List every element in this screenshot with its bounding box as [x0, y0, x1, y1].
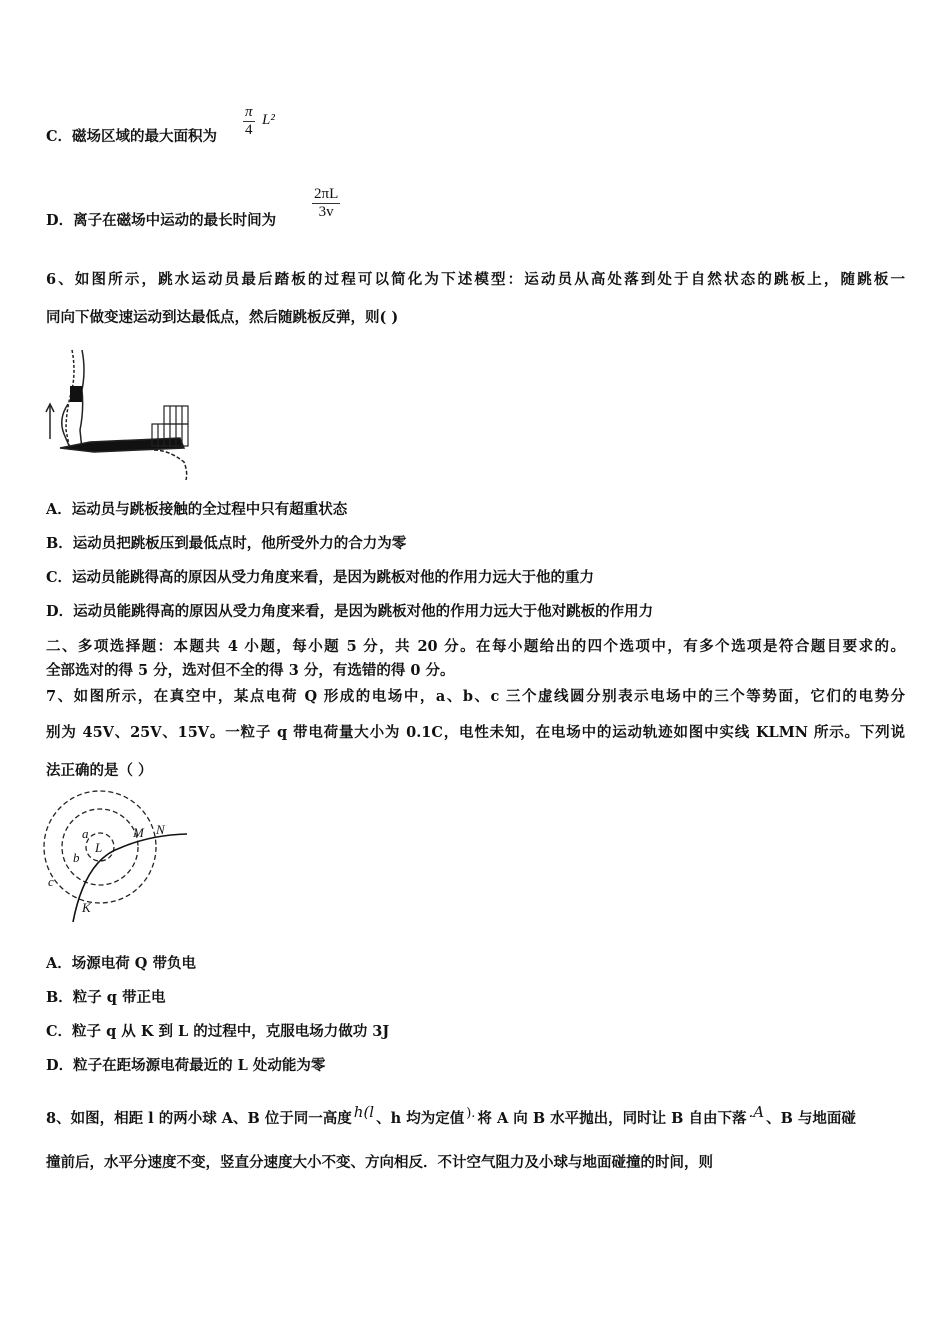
- q6-option-c: C．运动员能跳得高的原因从受力角度来看，是因为跳板对他的作用力远大于他的重力: [46, 569, 595, 586]
- q7-option-c: C．粒子 q 从 K 到 L 的过程中，克服电场力做功 3J: [46, 1023, 390, 1040]
- section2-heading-line1: 二、多项选择题：本题共 4 小题，每小题 5 分，共 20 分。在每小题给出的四个选项中，有多个选项是符合题目要求的。: [46, 638, 905, 655]
- diving-board-figure: [44, 344, 194, 480]
- fraction-numerator: π: [245, 104, 253, 120]
- q6-stem-line1: 6、如图所示，跳水运动员最后踏板的过程可以简化为下述模型：运动员从高处落到处于自然状态的跳板上，随跳板一: [46, 271, 905, 288]
- q8-text: 、B 与地面碰: [766, 1109, 856, 1127]
- q6-option-a: A．运动员与跳板接触的全过程中只有超重状态: [46, 501, 348, 518]
- fraction-numerator: 2πL: [314, 186, 339, 202]
- q7-stem-line2: 别为 45V、25V、15V。一粒子 q 带电荷量大小为 0.1C，电性未知，在电场中的运动轨迹如图中实线 KLMN 所示。下列说: [46, 724, 905, 741]
- q8-stem-line2: 撞前后，水平分速度不变，竖直分速度大小不变、方向相反．不计空气阻力及小球与地面碰撞的时间，则: [46, 1154, 713, 1171]
- q7-stem-line1: 7、如图所示，在真空中，某点电荷 Q 形成的电场中，a、b、c 三个虚线圆分别表示电场中的三个等势面，它们的电势分: [46, 688, 905, 705]
- fraction-denominator: 3v: [318, 204, 334, 220]
- q5-option-c: C．磁场区域的最大面积为: [46, 128, 218, 145]
- q6-stem-line2: 同向下做变速运动到达最低点，然后随跳板反弹，则( ): [46, 309, 399, 326]
- fraction-tail: L²: [262, 112, 275, 128]
- q8-math: ).: [466, 1106, 476, 1121]
- q8-math: h(l: [353, 1103, 375, 1121]
- q5-option-d-fraction: [312, 186, 340, 221]
- q8-stem-line1: [46, 1102, 856, 1129]
- q7-option-b: B．粒子 q 带正电: [46, 989, 166, 1006]
- label-m: M: [133, 825, 144, 840]
- label-n: N: [156, 822, 165, 837]
- q6-option-d: D．运动员能跳得高的原因从受力角度来看，是因为跳板对他的作用力远大于他对跳板的作用力: [46, 603, 654, 620]
- q5-option-d: D．离子在磁场中运动的最长时间为: [46, 212, 277, 229]
- q8-text: 、h 均为定值: [376, 1109, 465, 1127]
- q7-stem-line3: 法正确的是（ ）: [46, 762, 153, 779]
- q8-text: 8、如图，相距 l 的两小球 A、B 位于同一高度: [46, 1109, 352, 1127]
- label-k: K: [82, 900, 91, 915]
- q7-option-d: D．粒子在距场源电荷最近的 L 处动能为零: [46, 1057, 326, 1074]
- q5-option-c-fraction: [243, 104, 255, 139]
- section2-heading-line2: 全部选对的得 5 分，选对但不全的得 3 分，有选错的得 0 分。: [46, 662, 455, 679]
- label-l: L: [95, 840, 103, 855]
- equipotential-figure: [40, 790, 200, 930]
- q7-option-a: A．场源电荷 Q 带负电: [46, 955, 196, 972]
- label-a: a: [82, 826, 89, 841]
- q8-math: .A: [748, 1103, 765, 1121]
- q6-option-b: B．运动员把跳板压到最低点时，他所受外力的合力为零: [46, 535, 407, 552]
- label-c: c: [48, 874, 54, 889]
- label-b: b: [73, 850, 80, 865]
- q8-text: 将 A 向 B 水平抛出，同时让 B 自由下落: [477, 1109, 747, 1127]
- fraction-denominator: 4: [245, 122, 253, 138]
